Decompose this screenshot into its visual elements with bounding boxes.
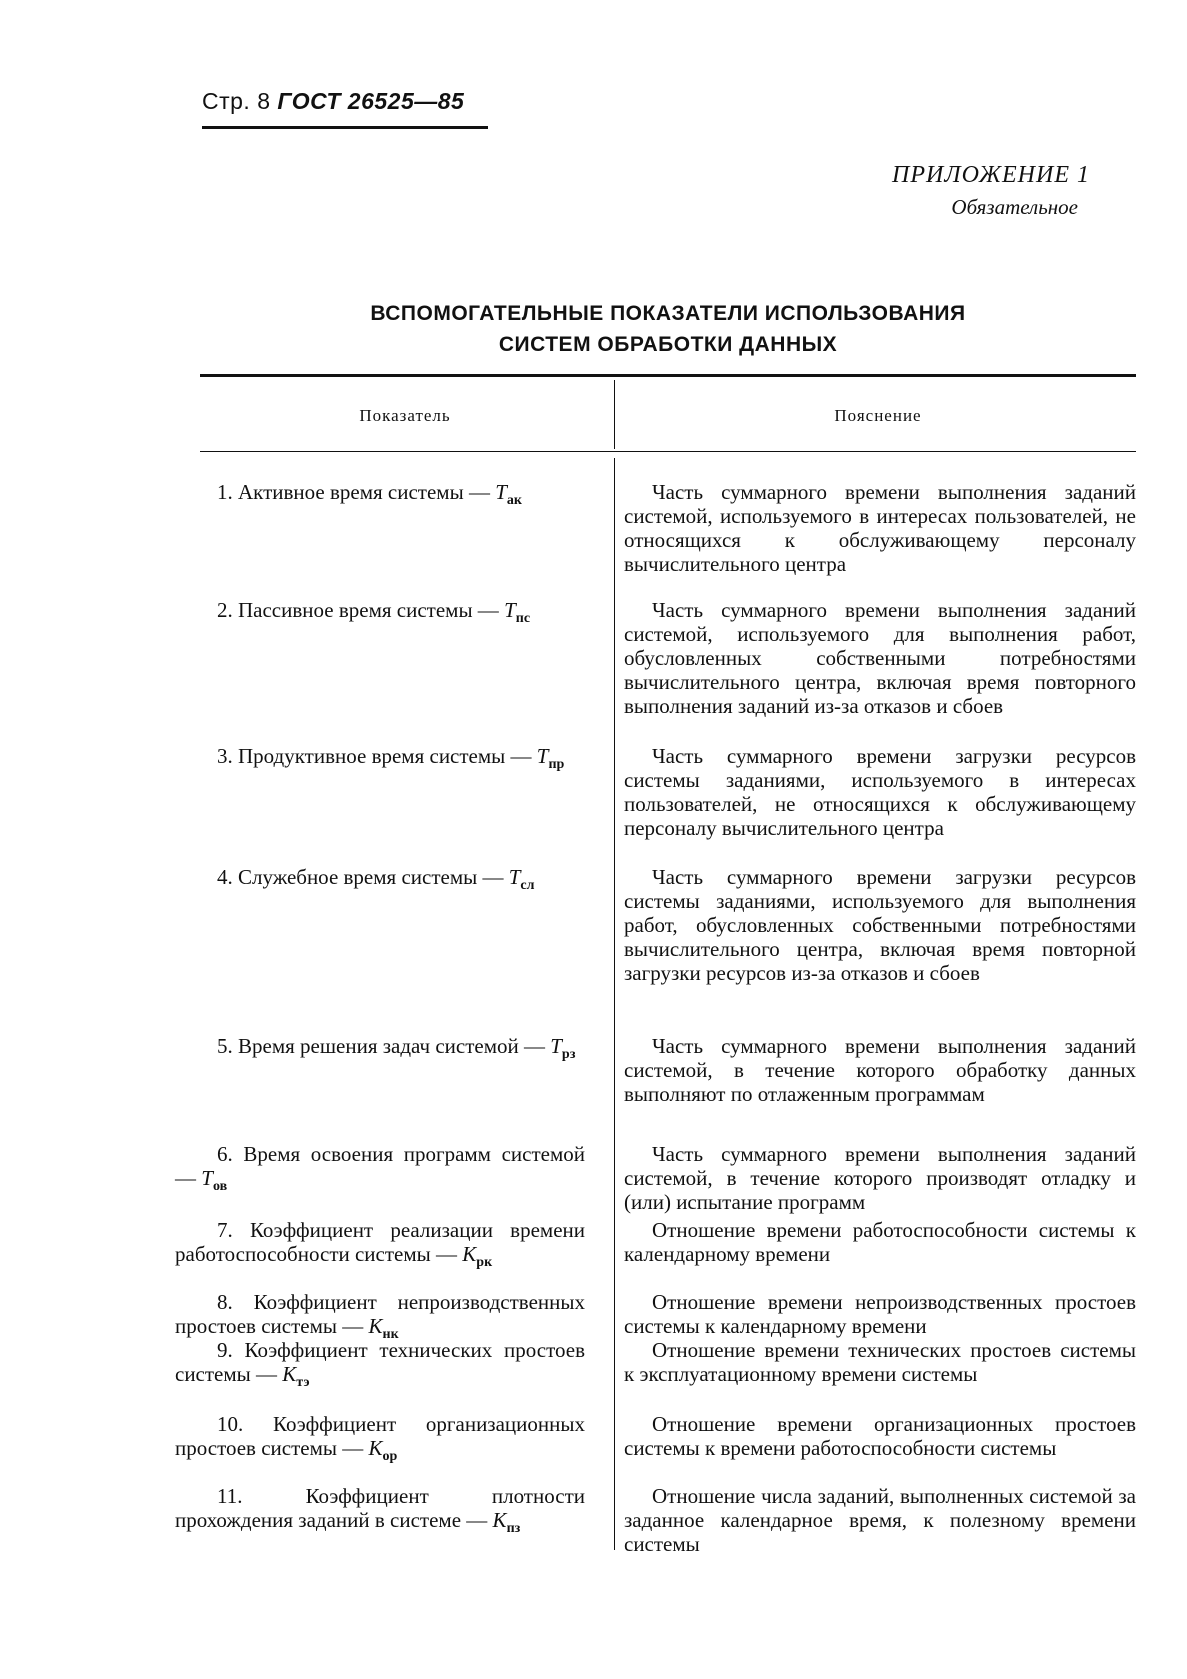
symbol-letter: T bbox=[201, 1166, 213, 1190]
explanation-cell: Часть суммарного времени выполнения заданий системой, используемого в интересах пользователей, не относящихся к обслуживающему персоналу вычислительного центра bbox=[624, 480, 1136, 576]
explanation-cell: Часть суммарного времени выполнения заданий системой, используемого для выполнения работ, обусловленных собственными потребностями вычислительного центра, включая время повторного выполнения заданий из-за отказов и сбоев bbox=[624, 598, 1136, 718]
column-header-indicator: Показатель bbox=[359, 406, 451, 425]
appendix-note: Обязательное bbox=[951, 195, 1078, 219]
indicator-symbol bbox=[368, 1436, 398, 1465]
table-top-rule bbox=[200, 374, 1136, 377]
indicator-cell bbox=[175, 744, 585, 777]
indicator-cell bbox=[175, 865, 585, 898]
standard-designation: ГОСТ 26525—85 bbox=[277, 88, 465, 114]
indicator-symbol bbox=[536, 744, 565, 773]
indicator-text: 10. Коэффициент организационных простоев системы — bbox=[175, 1412, 585, 1460]
indicator-cell bbox=[175, 598, 585, 631]
symbol-letter: K bbox=[368, 1436, 383, 1460]
explanation-cell: Часть суммарного времени выполнения заданий системой, в течение которого производят отладку и (или) испытание программ bbox=[624, 1142, 1136, 1214]
symbol-subscript: рк bbox=[476, 1255, 493, 1271]
indicator-text: 8. Коэффициент непроизводственных простоев системы — bbox=[175, 1290, 585, 1338]
explanation-cell: Часть суммарного времени загрузки ресурсов системы заданиями, используемого в интересах пользователей, не относящихся к обслуживающему персоналу вычислительного центра bbox=[624, 744, 1136, 840]
indicator-cell bbox=[175, 1142, 585, 1199]
symbol-letter: K bbox=[492, 1508, 507, 1532]
indicator-symbol bbox=[201, 1166, 228, 1195]
appendix-title: ПРИЛОЖЕНИЕ 1 bbox=[892, 162, 1090, 188]
explanation-cell: Часть суммарного времени выполнения заданий системой, в течение которого обработку данных выполняют по отлаженным программам bbox=[624, 1034, 1136, 1106]
explanation-cell: Отношение времени непроизводственных простоев системы к календарному времени bbox=[624, 1290, 1136, 1338]
explanation-cell: Отношение времени технических простоев системы к эксплуатационному времени системы bbox=[624, 1338, 1136, 1386]
indicator-text: 6. Время освоения программ системой — bbox=[175, 1142, 585, 1190]
header-bottom-rule bbox=[200, 451, 1136, 452]
column-divider-header bbox=[614, 380, 615, 449]
document-title bbox=[200, 298, 1136, 360]
symbol-subscript: ов bbox=[212, 1179, 228, 1195]
symbol-subscript: ак bbox=[506, 493, 522, 509]
explanation-cell: Отношение времени организационных простоев системы к времени работоспособности системы bbox=[624, 1412, 1136, 1460]
indicator-cell bbox=[175, 480, 585, 513]
indicator-symbol bbox=[492, 1508, 521, 1537]
symbol-letter: K bbox=[368, 1314, 383, 1338]
explanation-cell: Часть суммарного времени загрузки ресурсов системы заданиями, используемого для выполнения работ, обусловленных собственными потребностями вычислительного центра, включая время повторной загрузки ресурсов из-за отказов и сбоев bbox=[624, 865, 1136, 985]
symbol-letter: T bbox=[508, 865, 521, 889]
indicator-cell bbox=[175, 1034, 585, 1067]
indicator-text: 9. Коэффициент технических простоев системы — bbox=[175, 1338, 585, 1386]
symbol-letter: T bbox=[550, 1034, 562, 1058]
page-number: Стр. 8 bbox=[202, 88, 271, 114]
indicator-text: 4. Служебное время системы — bbox=[217, 865, 504, 889]
indicator-cell bbox=[175, 1412, 585, 1469]
symbol-letter: T bbox=[536, 744, 549, 768]
indicator-text: 1. Активное время системы — bbox=[217, 480, 490, 504]
indicator-symbol bbox=[504, 598, 531, 627]
indicator-cell bbox=[175, 1218, 585, 1275]
symbol-subscript: рз bbox=[561, 1047, 576, 1063]
indicator-text: 3. Продуктивное время системы — bbox=[217, 744, 532, 768]
appendix-block bbox=[892, 162, 1090, 220]
symbol-subscript: пс bbox=[515, 611, 531, 627]
indicator-symbol bbox=[495, 480, 522, 509]
indicator-cell bbox=[175, 1338, 585, 1395]
symbol-letter: T bbox=[495, 480, 507, 504]
symbol-subscript: сл bbox=[520, 878, 535, 894]
title-line-2: СИСТЕМ ОБРАБОТКИ ДАННЫХ bbox=[498, 333, 838, 356]
symbol-letter: T bbox=[504, 598, 516, 622]
column-divider-body bbox=[614, 458, 615, 1550]
symbol-subscript: тэ bbox=[296, 1375, 310, 1391]
explanation-cell: Отношение времени работоспособности системы к календарному времени bbox=[624, 1218, 1136, 1266]
indicator-symbol bbox=[368, 1314, 399, 1343]
symbol-subscript: пз bbox=[506, 1521, 521, 1537]
indicator-symbol bbox=[282, 1362, 310, 1391]
page-header bbox=[202, 88, 464, 115]
symbol-subscript: ор bbox=[382, 1449, 398, 1465]
indicator-symbol bbox=[508, 865, 535, 894]
indicator-symbol bbox=[550, 1034, 576, 1063]
indicator-symbol bbox=[462, 1242, 493, 1271]
header-rule bbox=[202, 126, 488, 129]
indicator-text: 5. Время решения задач системой — bbox=[217, 1034, 545, 1058]
indicator-text: 7. Коэффициент реализации времени работоспособности системы — bbox=[175, 1218, 585, 1266]
symbol-subscript: пр bbox=[548, 757, 565, 773]
indicator-text: 11. Коэффициент плотности прохождения заданий в системе — bbox=[175, 1484, 585, 1532]
symbol-subscript: нк bbox=[382, 1327, 399, 1343]
symbol-letter: K bbox=[282, 1362, 297, 1386]
indicator-text: 2. Пассивное время системы — bbox=[217, 598, 499, 622]
symbol-letter: K bbox=[462, 1242, 477, 1266]
column-header-explanation: Пояснение bbox=[834, 406, 922, 425]
explanation-cell: Отношение числа заданий, выполненных системой за заданное календарное время, к полезному времени системы bbox=[624, 1484, 1136, 1556]
title-line-1: ВСПОМОГАТЕЛЬНЫЕ ПОКАЗАТЕЛИ ИСПОЛЬЗОВАНИЯ bbox=[370, 302, 966, 325]
indicator-cell bbox=[175, 1484, 585, 1541]
